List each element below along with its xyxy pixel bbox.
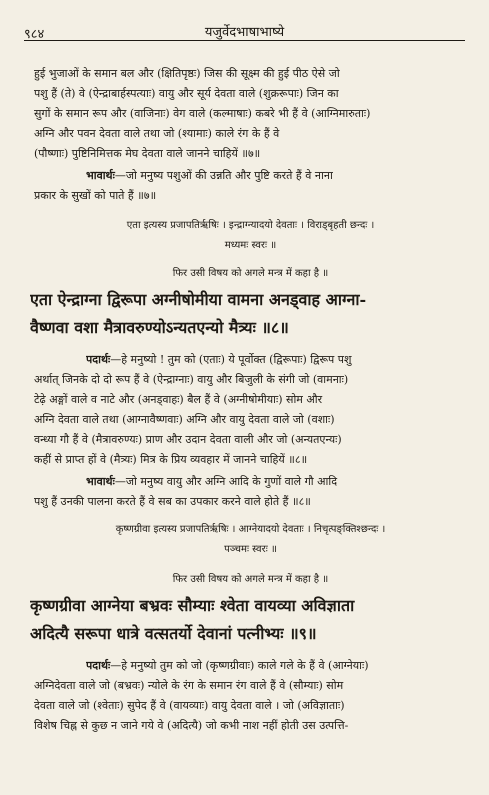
text-line: कहीं से प्राप्त हों वे (मैत्र्यः) मित्र के प्रिय व्यवहार में जानने चाहियें ॥८॥ (34, 453, 308, 466)
rishi-line: कृष्णग्रीवा इत्यस्य प्रजापतिर्ऋषिः । आग्नेयादयो देवताः । निचृत्पङ्क्तिश्छन्दः । (115, 524, 386, 535)
bhavarth-label: भावार्थः (86, 169, 115, 182)
text-line: टेढ़े अङ्गों वाले व नाटे और (अनड्वाहः) बैल हैं वे (अग्नीषोमीयाः) सोम और (34, 393, 323, 406)
mantra-line: कृष्णग्रीवा आग्नेया बभ्रवः सौम्याः श्वेता वायव्या अविज्ञाता (30, 596, 355, 615)
page-number: ९८४ (24, 27, 45, 42)
text-line: पशु हैं उनकी पालना करते हैं वे सब का उपकार करने वाले होते हैं ॥८॥ (34, 495, 311, 508)
header-rule (24, 40, 465, 41)
padarth-text: —हे मनुष्यो ! तुम को (एताः) ये पूर्वोक्त (द्विरूपाः) द्विरूप पशु (110, 353, 352, 366)
text-line: वन्ध्या गौ हैं वे (मैत्रावरुण्यः) प्राण और उदान देवता वाली और जो (अन्यतएन्यः) (34, 433, 342, 446)
svara-line: पञ्चमः स्वरः ॥ (224, 544, 277, 555)
padarth-line (86, 352, 467, 367)
text-line: (पौष्णाः) पुष्टिनिमित्तक मेघ देवता वाले जानने चाहियें ॥७॥ (34, 147, 261, 160)
text-line: हुई भुजाओं के समान बल और (क्षितिपृष्ठः) जिस की सूक्ष्म की हुई पीठ ऐसे जो (34, 67, 340, 80)
text-line: विशेष चिह्न से कुछ न जाने गये वे (अदित्यै) जो कभी नाश नहीं होती उस उत्पत्ति- (34, 719, 349, 732)
text-line: अग्नि और पवन देवता वाले तथा जो (श्यामाः) काले रंग के हैं वे (34, 127, 280, 140)
mantra-line: अदित्यै सरूपा धात्रे वत्सतर्यो देवानां पत्नीभ्यः ॥९॥ (30, 624, 317, 643)
mantra-line: एता ऐन्द्राग्ना द्विरूपा अग्नीषोमीया वामना अनड्वाह आग्ना- (30, 290, 367, 309)
intro-line: फिर उसी विषय को अगले मन्त्र में कहा है ॥ (172, 574, 329, 585)
bhavarth-line (86, 168, 467, 183)
text-line: सुगों के समान रूप और (वाजिनाः) वेग वाले (कल्माषाः) कबरे भी हैं वे (आग्निमारुताः) (34, 107, 371, 120)
text-line: अग्निदेवता वाले जो (बभ्रवः) न्योले के रंग के समान रंग वाले हैं वे (सौम्याः) सोम (34, 679, 344, 692)
running-title: यजुर्वेदभाषाभाष्ये (204, 25, 285, 40)
text-line: पशु हैं (ते) वे (ऐन्द्राबार्हस्पत्याः) वायु और सूर्य देवता वाले (शुक्ररूपाः) जिन का (34, 87, 339, 100)
padarth-label: पदार्थः (86, 353, 111, 366)
padarth-line (86, 658, 467, 673)
intro-line: फिर उसी विषय को अगले मन्त्र में कहा है ॥ (172, 268, 329, 279)
bhavarth-text: —जो मनुष्य वायु और अग्नि आदि के गुणों वाले गौ आदि (114, 475, 338, 488)
padarth-text: —हे मनुष्यो तुम को जो (कृष्णग्रीवाः) काले गले के हैं वे (आग्नेयाः) (110, 659, 369, 672)
mantra-line: वैष्णवा वशा मैत्रावरुण्योऽन्यतएन्यो मैत्र्यः ॥८॥ (30, 318, 289, 337)
page-header (24, 8, 465, 48)
rishi-line: एता इत्यस्य प्रजापतिर्ऋषिः । इन्द्राग्न्यादयो देवताः । विराड्बृहती छन्दः । (126, 220, 375, 231)
text-line: देवता वाले जो (श्वेताः) सुपेद हैं वे (वायव्याः) वायु देवता वाले । जो (अविज्ञाताः) (34, 699, 345, 712)
text-line: अग्नि देवता वाले तथा (आग्नावैष्णवाः) अग्नि और वायु देवता वाले जो (वशाः) (34, 413, 335, 426)
bhavarth-text: —जो मनुष्य पशुओं की उन्नति और पुष्टि करते हैं वे नाना (114, 169, 333, 182)
padarth-label: पदार्थः (86, 659, 111, 672)
text-line: अर्थात् जिनके दो दो रूप हैं वे (ऐन्द्राग्नाः) वायु और बिजुली के संगी जो (वामनाः) (34, 373, 349, 386)
svara-line: मध्यमः स्वरः ॥ (224, 240, 277, 251)
bhavarth-label: भावार्थः (86, 475, 115, 488)
bhavarth-line (86, 474, 467, 489)
text-line: प्रकार के सुखों को पाते हैं ॥७॥ (34, 189, 157, 202)
